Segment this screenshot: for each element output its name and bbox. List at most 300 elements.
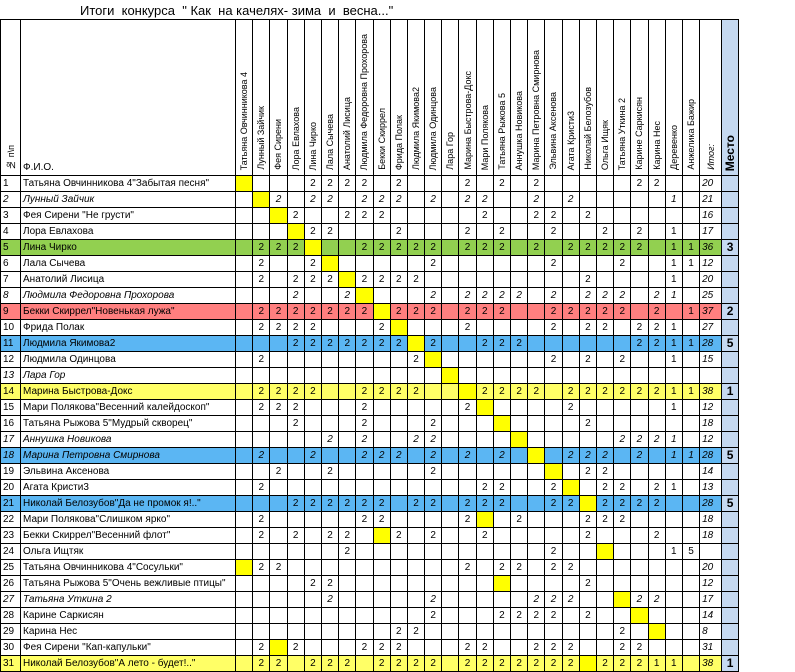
score-cell[interactable] — [665, 416, 682, 432]
score-cell[interactable] — [511, 432, 528, 448]
score-cell[interactable] — [511, 176, 528, 192]
score-cell[interactable] — [356, 608, 373, 624]
score-cell[interactable]: 2 — [545, 656, 562, 672]
row-number[interactable]: 29 — [1, 624, 21, 640]
score-cell[interactable] — [682, 656, 699, 672]
row-number[interactable]: 1 — [1, 176, 21, 192]
score-cell[interactable] — [304, 400, 321, 416]
score-cell[interactable]: 2 — [253, 560, 270, 576]
score-cell[interactable] — [236, 384, 253, 400]
score-cell[interactable]: 2 — [390, 240, 407, 256]
score-cell[interactable]: 2 — [390, 528, 407, 544]
score-cell[interactable] — [270, 208, 287, 224]
score-cell[interactable] — [476, 368, 493, 384]
score-cell[interactable]: 2 — [459, 560, 476, 576]
score-cell[interactable]: 2 — [579, 448, 596, 464]
score-cell[interactable]: 2 — [270, 384, 287, 400]
score-cell[interactable] — [545, 528, 562, 544]
row-place[interactable] — [722, 464, 739, 480]
score-cell[interactable]: 2 — [528, 640, 545, 656]
score-cell[interactable] — [459, 544, 476, 560]
score-cell[interactable]: 2 — [321, 432, 338, 448]
score-cell[interactable]: 2 — [253, 656, 270, 672]
score-cell[interactable]: 2 — [373, 512, 390, 528]
score-cell[interactable] — [459, 464, 476, 480]
score-cell[interactable] — [579, 640, 596, 656]
score-cell[interactable]: 1 — [665, 544, 682, 560]
score-cell[interactable] — [407, 176, 424, 192]
score-cell[interactable]: 2 — [321, 528, 338, 544]
score-cell[interactable]: 2 — [270, 400, 287, 416]
row-name[interactable]: Лунный Зайчик — [21, 192, 236, 208]
score-cell[interactable] — [493, 208, 510, 224]
score-cell[interactable] — [356, 464, 373, 480]
row-total[interactable]: 12 — [700, 576, 722, 592]
score-cell[interactable]: 2 — [631, 240, 648, 256]
score-cell[interactable]: 2 — [476, 192, 493, 208]
score-cell[interactable] — [476, 448, 493, 464]
score-cell[interactable]: 2 — [425, 240, 442, 256]
score-cell[interactable]: 2 — [287, 320, 304, 336]
row-total[interactable]: 12 — [700, 400, 722, 416]
score-cell[interactable] — [390, 496, 407, 512]
row-name[interactable]: Лала Сычева — [21, 256, 236, 272]
score-cell[interactable] — [321, 320, 338, 336]
score-cell[interactable] — [236, 320, 253, 336]
score-cell[interactable]: 2 — [545, 320, 562, 336]
score-cell[interactable] — [476, 576, 493, 592]
header-col-5[interactable] — [321, 20, 338, 176]
row-total[interactable] — [700, 544, 722, 560]
score-cell[interactable] — [287, 432, 304, 448]
score-cell[interactable] — [562, 176, 579, 192]
score-cell[interactable]: 2 — [356, 640, 373, 656]
score-cell[interactable] — [579, 432, 596, 448]
score-cell[interactable] — [665, 496, 682, 512]
score-cell[interactable] — [579, 176, 596, 192]
score-cell[interactable] — [545, 400, 562, 416]
score-cell[interactable] — [356, 368, 373, 384]
row-name[interactable]: Бекки Скиррел"Новенькая лужа" — [21, 304, 236, 320]
score-cell[interactable]: 2 — [339, 656, 356, 672]
score-cell[interactable] — [236, 432, 253, 448]
score-cell[interactable] — [614, 208, 631, 224]
score-cell[interactable] — [442, 256, 459, 272]
row-total[interactable]: 12 — [700, 256, 722, 272]
score-cell[interactable] — [339, 352, 356, 368]
header-col-11[interactable] — [425, 20, 442, 176]
row-total[interactable]: 27 — [700, 320, 722, 336]
score-cell[interactable] — [476, 624, 493, 640]
row-place[interactable] — [722, 480, 739, 496]
score-cell[interactable]: 2 — [511, 384, 528, 400]
score-cell[interactable]: 2 — [631, 320, 648, 336]
score-cell[interactable] — [236, 400, 253, 416]
score-cell[interactable] — [390, 256, 407, 272]
score-cell[interactable]: 2 — [339, 336, 356, 352]
score-cell[interactable] — [562, 608, 579, 624]
score-cell[interactable] — [476, 560, 493, 576]
row-total[interactable]: 38 — [700, 656, 722, 672]
row-number[interactable]: 2 — [1, 192, 21, 208]
score-cell[interactable] — [321, 640, 338, 656]
row-total[interactable]: 37 — [700, 304, 722, 320]
score-cell[interactable] — [442, 592, 459, 608]
score-cell[interactable] — [528, 448, 545, 464]
score-cell[interactable] — [528, 400, 545, 416]
score-cell[interactable]: 2 — [493, 304, 510, 320]
score-cell[interactable] — [614, 416, 631, 432]
score-cell[interactable] — [236, 272, 253, 288]
score-cell[interactable] — [236, 656, 253, 672]
score-cell[interactable] — [442, 224, 459, 240]
header-col-7[interactable] — [356, 20, 373, 176]
score-cell[interactable]: 2 — [459, 320, 476, 336]
score-cell[interactable]: 2 — [356, 272, 373, 288]
score-cell[interactable]: 2 — [373, 448, 390, 464]
score-cell[interactable] — [373, 464, 390, 480]
score-cell[interactable] — [614, 192, 631, 208]
score-cell[interactable] — [511, 224, 528, 240]
score-cell[interactable] — [425, 352, 442, 368]
score-cell[interactable] — [373, 560, 390, 576]
score-cell[interactable] — [236, 576, 253, 592]
score-cell[interactable] — [390, 512, 407, 528]
row-number[interactable]: 21 — [1, 496, 21, 512]
score-cell[interactable] — [596, 416, 613, 432]
row-number[interactable]: 19 — [1, 464, 21, 480]
score-cell[interactable]: 2 — [339, 176, 356, 192]
score-cell[interactable]: 2 — [631, 448, 648, 464]
score-cell[interactable]: 2 — [545, 544, 562, 560]
score-cell[interactable]: 2 — [425, 432, 442, 448]
score-cell[interactable]: 2 — [425, 592, 442, 608]
header-col-15[interactable] — [493, 20, 510, 176]
score-cell[interactable]: 2 — [579, 576, 596, 592]
score-cell[interactable] — [493, 512, 510, 528]
score-cell[interactable]: 2 — [425, 304, 442, 320]
header-col-18[interactable] — [545, 20, 562, 176]
row-number[interactable]: 11 — [1, 336, 21, 352]
score-cell[interactable] — [648, 368, 665, 384]
score-cell[interactable] — [373, 592, 390, 608]
score-cell[interactable]: 2 — [253, 272, 270, 288]
score-cell[interactable] — [356, 560, 373, 576]
score-cell[interactable] — [390, 416, 407, 432]
score-cell[interactable] — [304, 208, 321, 224]
score-cell[interactable]: 2 — [253, 448, 270, 464]
row-total[interactable]: 17 — [700, 592, 722, 608]
score-cell[interactable] — [407, 288, 424, 304]
score-cell[interactable] — [339, 560, 356, 576]
row-name[interactable]: Карине Саркисян — [21, 608, 236, 624]
score-cell[interactable]: 2 — [528, 176, 545, 192]
score-cell[interactable] — [562, 416, 579, 432]
score-cell[interactable]: 2 — [253, 384, 270, 400]
score-cell[interactable] — [459, 384, 476, 400]
score-cell[interactable]: 2 — [373, 640, 390, 656]
score-cell[interactable] — [253, 576, 270, 592]
score-cell[interactable]: 1 — [665, 192, 682, 208]
score-cell[interactable]: 2 — [545, 640, 562, 656]
score-cell[interactable]: 2 — [373, 192, 390, 208]
score-cell[interactable] — [648, 272, 665, 288]
score-cell[interactable] — [682, 192, 699, 208]
score-cell[interactable] — [373, 544, 390, 560]
score-cell[interactable] — [270, 480, 287, 496]
score-cell[interactable] — [425, 272, 442, 288]
score-cell[interactable] — [614, 400, 631, 416]
score-cell[interactable] — [304, 352, 321, 368]
score-cell[interactable] — [631, 192, 648, 208]
score-cell[interactable] — [270, 608, 287, 624]
score-cell[interactable] — [442, 320, 459, 336]
row-total[interactable]: 36 — [700, 240, 722, 256]
score-cell[interactable] — [493, 464, 510, 480]
score-cell[interactable] — [236, 544, 253, 560]
score-cell[interactable] — [236, 192, 253, 208]
row-place[interactable] — [722, 288, 739, 304]
score-cell[interactable] — [665, 208, 682, 224]
score-cell[interactable] — [373, 416, 390, 432]
row-place[interactable] — [722, 272, 739, 288]
header-col-21[interactable] — [596, 20, 613, 176]
score-cell[interactable]: 2 — [631, 656, 648, 672]
score-cell[interactable] — [407, 560, 424, 576]
score-cell[interactable] — [356, 656, 373, 672]
score-cell[interactable]: 2 — [425, 192, 442, 208]
score-cell[interactable] — [631, 352, 648, 368]
score-cell[interactable] — [390, 544, 407, 560]
score-cell[interactable] — [493, 320, 510, 336]
score-cell[interactable] — [287, 192, 304, 208]
score-cell[interactable]: 2 — [545, 304, 562, 320]
score-cell[interactable]: 1 — [665, 288, 682, 304]
score-cell[interactable]: 2 — [407, 240, 424, 256]
score-cell[interactable]: 2 — [356, 384, 373, 400]
row-name[interactable]: Татьяна Овчинникова 4"Забытая песня" — [21, 176, 236, 192]
score-cell[interactable] — [648, 640, 665, 656]
score-cell[interactable] — [476, 256, 493, 272]
score-cell[interactable] — [356, 288, 373, 304]
header-col-9[interactable] — [390, 20, 407, 176]
row-number[interactable]: 30 — [1, 640, 21, 656]
row-total[interactable]: 17 — [700, 224, 722, 240]
score-cell[interactable] — [270, 576, 287, 592]
score-cell[interactable]: 2 — [614, 624, 631, 640]
score-cell[interactable]: 2 — [614, 256, 631, 272]
score-cell[interactable]: 2 — [596, 224, 613, 240]
score-cell[interactable] — [648, 400, 665, 416]
score-cell[interactable]: 2 — [339, 496, 356, 512]
row-total[interactable]: 25 — [700, 288, 722, 304]
score-cell[interactable]: 1 — [665, 272, 682, 288]
score-cell[interactable] — [648, 464, 665, 480]
score-cell[interactable]: 2 — [579, 240, 596, 256]
row-name[interactable]: Мари Полякова"Весенний калейдоскоп" — [21, 400, 236, 416]
score-cell[interactable] — [287, 512, 304, 528]
score-cell[interactable] — [321, 544, 338, 560]
score-cell[interactable] — [442, 464, 459, 480]
score-cell[interactable]: 2 — [339, 288, 356, 304]
score-cell[interactable] — [631, 304, 648, 320]
row-place[interactable] — [722, 624, 739, 640]
score-cell[interactable]: 2 — [596, 320, 613, 336]
score-cell[interactable]: 2 — [579, 320, 596, 336]
row-number[interactable]: 5 — [1, 240, 21, 256]
score-cell[interactable] — [528, 304, 545, 320]
score-cell[interactable]: 2 — [356, 336, 373, 352]
header-col-2[interactable] — [270, 20, 287, 176]
score-cell[interactable] — [304, 592, 321, 608]
score-cell[interactable] — [631, 528, 648, 544]
score-cell[interactable] — [545, 624, 562, 640]
score-cell[interactable] — [407, 368, 424, 384]
score-cell[interactable]: 2 — [562, 448, 579, 464]
score-cell[interactable] — [304, 464, 321, 480]
score-cell[interactable] — [459, 336, 476, 352]
score-cell[interactable] — [596, 624, 613, 640]
score-cell[interactable] — [321, 384, 338, 400]
score-cell[interactable]: 2 — [253, 240, 270, 256]
score-cell[interactable]: 2 — [579, 464, 596, 480]
row-number[interactable]: 7 — [1, 272, 21, 288]
score-cell[interactable] — [665, 528, 682, 544]
score-cell[interactable]: 2 — [493, 288, 510, 304]
score-cell[interactable]: 2 — [304, 304, 321, 320]
score-cell[interactable]: 2 — [356, 496, 373, 512]
score-cell[interactable] — [236, 624, 253, 640]
score-cell[interactable]: 2 — [287, 208, 304, 224]
score-cell[interactable] — [270, 640, 287, 656]
score-cell[interactable] — [596, 176, 613, 192]
score-cell[interactable] — [476, 544, 493, 560]
score-cell[interactable]: 2 — [425, 336, 442, 352]
score-cell[interactable] — [442, 192, 459, 208]
score-cell[interactable] — [682, 528, 699, 544]
score-cell[interactable] — [596, 256, 613, 272]
score-cell[interactable]: 2 — [270, 240, 287, 256]
score-cell[interactable] — [321, 560, 338, 576]
score-cell[interactable] — [236, 592, 253, 608]
score-cell[interactable] — [545, 384, 562, 400]
row-number[interactable]: 14 — [1, 384, 21, 400]
score-cell[interactable]: 2 — [339, 528, 356, 544]
score-cell[interactable] — [528, 496, 545, 512]
score-cell[interactable]: 2 — [545, 496, 562, 512]
score-cell[interactable]: 2 — [390, 304, 407, 320]
score-cell[interactable]: 2 — [373, 320, 390, 336]
score-cell[interactable] — [321, 608, 338, 624]
score-cell[interactable]: 2 — [579, 272, 596, 288]
score-cell[interactable]: 2 — [596, 656, 613, 672]
score-cell[interactable] — [407, 480, 424, 496]
score-cell[interactable]: 2 — [253, 256, 270, 272]
score-cell[interactable] — [648, 208, 665, 224]
score-cell[interactable] — [425, 544, 442, 560]
score-cell[interactable] — [407, 320, 424, 336]
score-cell[interactable]: 2 — [614, 656, 631, 672]
score-cell[interactable]: 2 — [270, 304, 287, 320]
score-cell[interactable] — [614, 448, 631, 464]
score-cell[interactable] — [270, 272, 287, 288]
score-cell[interactable]: 2 — [253, 512, 270, 528]
row-name[interactable]: Марина Петровна Смирнова — [21, 448, 236, 464]
score-cell[interactable] — [321, 368, 338, 384]
score-cell[interactable]: 2 — [528, 592, 545, 608]
score-cell[interactable]: 2 — [287, 416, 304, 432]
score-cell[interactable]: 2 — [407, 432, 424, 448]
score-cell[interactable]: 2 — [459, 640, 476, 656]
row-name[interactable]: Анатолий Лисица — [21, 272, 236, 288]
score-cell[interactable] — [596, 528, 613, 544]
score-cell[interactable]: 2 — [287, 384, 304, 400]
score-cell[interactable] — [579, 368, 596, 384]
score-cell[interactable] — [339, 448, 356, 464]
score-cell[interactable] — [493, 368, 510, 384]
score-cell[interactable]: 2 — [579, 384, 596, 400]
score-cell[interactable] — [356, 576, 373, 592]
header-col-10[interactable] — [407, 20, 424, 176]
score-cell[interactable] — [373, 176, 390, 192]
score-cell[interactable] — [339, 416, 356, 432]
score-cell[interactable]: 1 — [665, 336, 682, 352]
score-cell[interactable] — [511, 368, 528, 384]
score-cell[interactable] — [631, 368, 648, 384]
score-cell[interactable] — [270, 544, 287, 560]
score-cell[interactable]: 2 — [631, 592, 648, 608]
score-cell[interactable] — [236, 352, 253, 368]
score-cell[interactable]: 5 — [682, 544, 699, 560]
score-cell[interactable] — [253, 192, 270, 208]
score-cell[interactable] — [236, 208, 253, 224]
score-cell[interactable]: 1 — [665, 240, 682, 256]
score-cell[interactable] — [631, 272, 648, 288]
score-cell[interactable] — [407, 544, 424, 560]
score-cell[interactable] — [682, 352, 699, 368]
row-place[interactable]: 1 — [722, 656, 739, 672]
score-cell[interactable]: 2 — [545, 352, 562, 368]
score-cell[interactable] — [253, 544, 270, 560]
score-cell[interactable]: 2 — [511, 288, 528, 304]
score-cell[interactable] — [665, 176, 682, 192]
score-cell[interactable] — [682, 176, 699, 192]
score-cell[interactable] — [304, 288, 321, 304]
score-cell[interactable]: 2 — [596, 240, 613, 256]
score-cell[interactable] — [493, 272, 510, 288]
score-cell[interactable] — [648, 608, 665, 624]
header-col-25[interactable] — [665, 20, 682, 176]
row-place[interactable] — [722, 400, 739, 416]
row-name[interactable]: Лина Чирко — [21, 240, 236, 256]
score-cell[interactable]: 2 — [545, 224, 562, 240]
score-cell[interactable] — [236, 336, 253, 352]
score-cell[interactable]: 2 — [425, 448, 442, 464]
score-cell[interactable] — [390, 400, 407, 416]
score-cell[interactable] — [476, 608, 493, 624]
score-cell[interactable]: 2 — [270, 656, 287, 672]
score-cell[interactable] — [665, 608, 682, 624]
score-cell[interactable] — [511, 592, 528, 608]
score-cell[interactable] — [528, 320, 545, 336]
row-total[interactable]: 28 — [700, 496, 722, 512]
score-cell[interactable] — [321, 256, 338, 272]
score-cell[interactable]: 2 — [390, 272, 407, 288]
score-cell[interactable] — [596, 640, 613, 656]
score-cell[interactable] — [339, 624, 356, 640]
score-cell[interactable] — [511, 448, 528, 464]
score-cell[interactable]: 2 — [511, 512, 528, 528]
